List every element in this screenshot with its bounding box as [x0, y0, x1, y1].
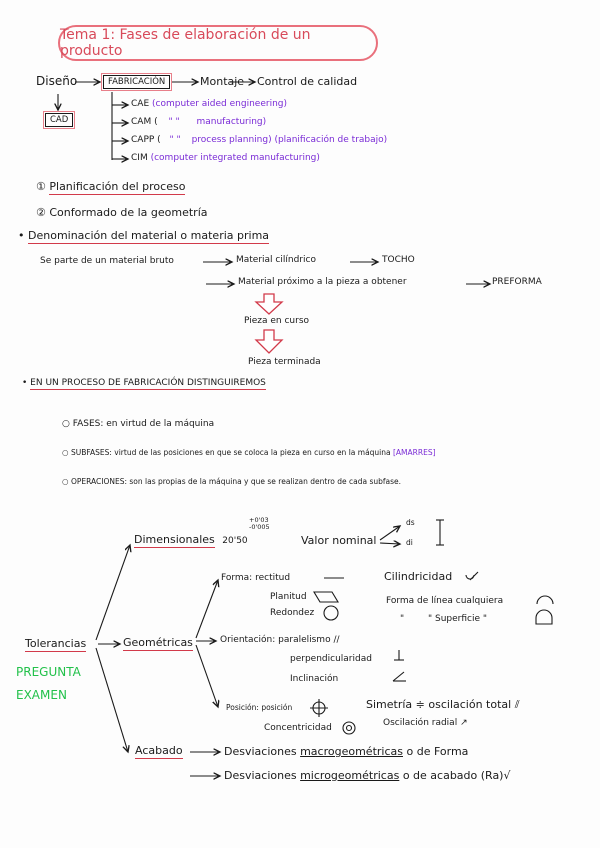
dim-tolerances: +0'03 -0'005	[249, 516, 270, 531]
proceso-header: • EN UN PROCESO DE FABRICACIÓN DISTINGUIREMOS	[22, 378, 266, 388]
cim-label: CIM (computer integrated manufacturing)	[131, 153, 320, 163]
parte-text: Se parte de un material bruto	[40, 256, 174, 266]
title-text: Tema 1: Fases de elaboración de un producto	[60, 27, 311, 59]
oscilacion-radial-label: Oscilación radial ↗	[383, 718, 468, 728]
cae-label: CAE (computer aided engineering)	[131, 99, 287, 109]
ds-label: ds	[406, 518, 415, 527]
tocho-text: TOCHO	[382, 255, 415, 265]
valor-nominal: Valor nominal	[301, 534, 377, 547]
orientacion-label: Orientación: paralelismo //	[220, 635, 340, 645]
inclinacion-label: Inclinación	[290, 674, 339, 684]
pieza-terminada: Pieza terminada	[248, 357, 321, 367]
fases-line: ○ FASES: en virtud de la máquina	[62, 419, 215, 429]
planitud-label: Planitud	[270, 592, 307, 602]
cam-label: CAM ( " " manufacturing)	[131, 117, 267, 127]
dimensionales-node: Dimensionales 20'50	[134, 533, 248, 546]
flow-diseno: Diseño	[36, 74, 78, 88]
flow-cad-box: CAD	[45, 113, 73, 127]
forma-linea-label: Forma de línea cualquiera	[386, 596, 504, 606]
operaciones-line: ○ OPERACIONES: son las propias de la máquina y que se realizan dentro de cada subfase.	[62, 477, 402, 486]
tolerancias-root: Tolerancias	[25, 637, 87, 650]
di-label: di	[406, 538, 413, 547]
denominacion-header: • Denominación del material o materia prima	[18, 229, 270, 242]
cilindricidad-label: Cilindricidad	[384, 570, 453, 583]
step-2: ② Conformado de la geometría	[36, 206, 208, 219]
step-1: ① Planificación del proceso	[36, 180, 186, 193]
preforma-text: PREFORMA	[492, 277, 542, 287]
superficie-label: " Superficie "	[428, 614, 488, 624]
pregunta-label: PREGUNTA	[16, 665, 81, 679]
redondez-label: Redondez	[270, 608, 315, 618]
desv-micro: Desviaciones microgeométricas o de acabado (Ra)√	[224, 769, 511, 782]
capp-label: CAPP ( " " process planning) (planificación de trabajo)	[131, 135, 388, 145]
subfases-line: ○ SUBFASES: virtud de las posiciones en que se coloca la pieza en curso en la máquina [AMARRES]	[62, 448, 436, 457]
desv-macro: Desviaciones macrogeométricas o de Forma	[224, 745, 469, 758]
examen-label: EXAMEN	[16, 688, 67, 702]
proximo-text: Material próximo a la pieza a obtener	[238, 277, 407, 287]
flow-fabricacion-box: FABRICACIÓN	[103, 75, 170, 89]
simetria-label: Simetría ≑ oscilación total ⫽	[366, 698, 520, 711]
cilindrico-text: Material cilíndrico	[236, 255, 316, 265]
forma-label: Forma: rectitud	[221, 573, 291, 583]
perpendicularidad-label: perpendicularidad	[290, 654, 372, 664]
flow-montaje: Montaje	[200, 75, 245, 88]
pieza-curso: Pieza en curso	[244, 316, 310, 326]
geometricas-node: Geométricas	[123, 636, 193, 649]
concentricidad-label: Concentricidad	[264, 723, 332, 733]
flow-control: Control de calidad	[257, 75, 358, 88]
acabado-node: Acabado	[135, 744, 183, 757]
posicion-label: Posición: posición	[226, 703, 293, 712]
superficie-marks: "	[400, 614, 405, 624]
